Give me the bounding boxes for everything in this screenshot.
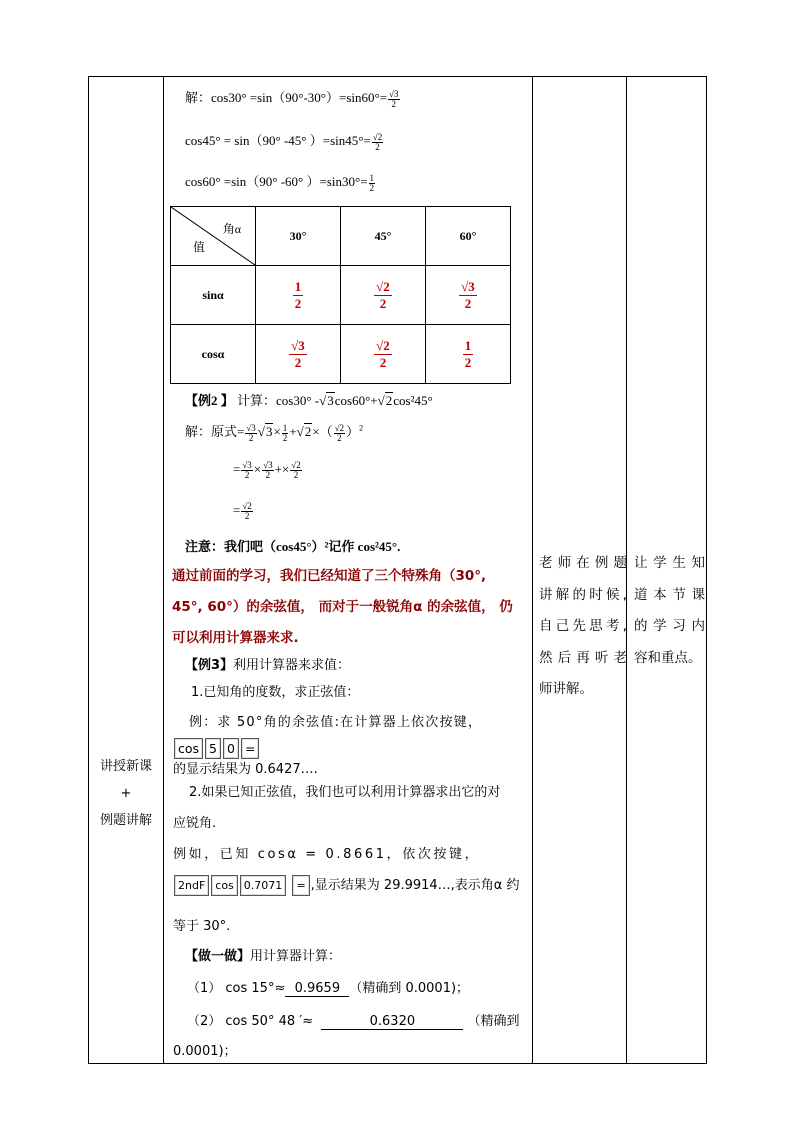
key-sequence-line bbox=[173, 874, 520, 896]
numerator: 1 bbox=[282, 422, 288, 433]
fraction bbox=[289, 338, 307, 371]
numerator: √3 bbox=[242, 460, 252, 470]
header-angle: 角α bbox=[222, 222, 241, 236]
fraction bbox=[262, 461, 273, 480]
exercise-title bbox=[185, 945, 341, 964]
value-cell bbox=[341, 325, 426, 384]
diagonal-header-cell bbox=[171, 207, 256, 266]
example-text: cos²45° bbox=[393, 393, 433, 408]
numerator: √2 bbox=[376, 278, 390, 294]
fraction bbox=[241, 461, 252, 480]
equation-text: 解：cos30° =sin（90°-30°）=sin60°= bbox=[185, 90, 388, 105]
value-cell bbox=[426, 325, 511, 384]
calculator-key: 5 bbox=[205, 738, 221, 759]
radical: √3 bbox=[319, 393, 334, 408]
fraction bbox=[293, 279, 304, 312]
denominator: 2 bbox=[293, 470, 299, 480]
key-sequence-line bbox=[173, 738, 260, 759]
row-header: sinα bbox=[171, 266, 256, 325]
column-header: 30° bbox=[256, 207, 341, 266]
example-text: cos60°+ bbox=[334, 393, 378, 408]
intent-line: 让学生知 bbox=[634, 555, 705, 571]
intent-line: 道本节课 bbox=[634, 586, 705, 603]
value-cell bbox=[341, 266, 426, 325]
example-text: ,显示结果为 29.9914…,表示角α 约 bbox=[310, 878, 520, 893]
fraction bbox=[369, 174, 376, 193]
calculator-key: cos bbox=[211, 875, 238, 896]
denominator: 2 bbox=[379, 295, 387, 311]
example-label: 【例3】 bbox=[185, 658, 234, 673]
fraction bbox=[290, 461, 301, 480]
fraction bbox=[245, 424, 256, 443]
example2-question bbox=[185, 390, 433, 409]
numerator: √3 bbox=[461, 278, 475, 294]
numerator: √3 bbox=[246, 422, 256, 433]
equation-text: cos45° = sin（90° -45° ）=sin45°= bbox=[185, 133, 371, 148]
example-label: 【例2 】 bbox=[185, 393, 234, 408]
fraction bbox=[282, 424, 289, 443]
calculator-key: 2ndF bbox=[174, 875, 209, 896]
answer-blank: 0.9659 bbox=[285, 981, 349, 997]
question-text: （2） cos 50° 48 ′≈ bbox=[187, 1014, 314, 1029]
exercise-text: 用计算器计算： bbox=[250, 949, 342, 964]
fraction bbox=[388, 90, 399, 109]
example2-solution: 解：原式= $\frac{√3}{2}$ √3× $\frac{1}{2}$ +√2×（ $\frac{√2}{2}$ ）$^2$ bbox=[185, 422, 364, 443]
denominator: 2 bbox=[464, 354, 472, 370]
activity-line: 然后再听老 bbox=[539, 649, 627, 666]
intent-line: 容和重点。 bbox=[634, 649, 702, 666]
numerator: √3 bbox=[291, 337, 305, 353]
numerator: √2 bbox=[334, 422, 345, 433]
example2-result: = $\frac{√2}{2}$ bbox=[233, 501, 252, 521]
stage-line: + bbox=[120, 786, 132, 801]
example3-step: 应锐角. bbox=[173, 816, 217, 831]
activity-line: 师讲解。 bbox=[539, 681, 593, 697]
denominator: 2 bbox=[282, 432, 288, 443]
denominator: 2 bbox=[294, 295, 302, 311]
activity-line: 老师在例题 bbox=[539, 555, 627, 571]
numerator: √2 bbox=[376, 337, 390, 353]
numerator: √2 bbox=[291, 460, 301, 470]
numerator: √3 bbox=[263, 460, 273, 470]
calculator-key: cos bbox=[174, 738, 203, 759]
exercise-question: 0.0001)； bbox=[173, 1044, 237, 1059]
activity-line: 自己先思考, bbox=[539, 618, 627, 634]
red-paragraph-line: 通过前面的学习，我们已经知道了三个特殊角（30°, bbox=[172, 568, 487, 584]
example3-step: 2.如果已知正弦值，我们也可以利用计算器求出它的对 bbox=[189, 785, 501, 800]
denominator: 2 bbox=[464, 295, 472, 311]
denominator: 2 bbox=[379, 354, 387, 370]
exercise-question bbox=[187, 1010, 520, 1030]
denominator: 2 bbox=[248, 432, 254, 443]
trig-values-table bbox=[170, 206, 511, 384]
example2-step: = $\frac{√3}{2}$ × $\frac{√3}{2}$ +× $\frac{√2}{2}$ bbox=[233, 460, 301, 480]
fraction bbox=[374, 338, 392, 371]
column-divider bbox=[532, 77, 533, 1063]
solution-line bbox=[185, 130, 384, 152]
calculator-key: = bbox=[241, 738, 259, 759]
answer-blank: 0.6320 bbox=[321, 1014, 463, 1030]
denominator: 2 bbox=[244, 470, 250, 480]
red-paragraph-line: 可以利用计算器来求. bbox=[172, 630, 299, 646]
note-text: 注意：我们吧（cos45°）²记作 cos²45°. bbox=[185, 539, 401, 554]
example3-step: 的显示结果为 0.6427…. bbox=[173, 762, 318, 777]
intent-line: 的学习内 bbox=[634, 618, 705, 634]
numerator: √2 bbox=[242, 501, 252, 511]
exercise-question bbox=[187, 977, 469, 997]
radical: √2 bbox=[296, 424, 312, 439]
question-text: （1） cos 15°≈ bbox=[187, 981, 286, 996]
question-text: （精确到 0.0001)； bbox=[349, 981, 470, 996]
calculator-key: = bbox=[292, 875, 309, 896]
red-paragraph-line: 45°, 60°）的余弦值， 而对于一般锐角α 的余弦值， 仍 bbox=[172, 599, 513, 615]
fraction bbox=[241, 502, 252, 521]
example3-title bbox=[185, 654, 350, 673]
fraction bbox=[459, 279, 477, 312]
diagonal-line bbox=[171, 207, 255, 265]
column-header: 45° bbox=[341, 207, 426, 266]
numerator: 1 bbox=[369, 172, 375, 183]
numerator: √2 bbox=[372, 131, 383, 142]
activity-line: 讲解的时候, bbox=[539, 586, 627, 603]
denominator: 2 bbox=[265, 470, 271, 480]
radical: √2 bbox=[377, 393, 393, 408]
denominator: 2 bbox=[369, 182, 375, 193]
denominator: 2 bbox=[375, 141, 380, 152]
fraction bbox=[463, 338, 474, 371]
example3-step: 等于 30°. bbox=[173, 919, 231, 934]
solution-line bbox=[185, 87, 401, 109]
numerator: √3 bbox=[389, 88, 399, 99]
column-divider bbox=[163, 77, 164, 1063]
example3-step: 例如，已知 cosα = 0.8661，依次按键， bbox=[173, 847, 481, 862]
exercise-label: 【做一做】 bbox=[185, 949, 251, 964]
numerator: 1 bbox=[294, 278, 302, 294]
equation-text: cos60° =sin（90° -60° ）=sin30°= bbox=[185, 174, 368, 189]
value-cell bbox=[256, 325, 341, 384]
fraction bbox=[334, 424, 345, 443]
solution-text: 解：原式= bbox=[185, 424, 245, 439]
example-text: 利用计算器来求值： bbox=[233, 658, 351, 673]
example3-step: 1.已知角的度数，求正弦值： bbox=[191, 685, 360, 700]
student-activity bbox=[539, 548, 627, 706]
example3-step: 例：求 50°角的余弦值:在计算器上依次按键， bbox=[189, 715, 483, 730]
radical: √3 bbox=[257, 424, 273, 439]
denominator: 2 bbox=[294, 354, 302, 370]
calculator-key: 0 bbox=[223, 738, 239, 759]
fraction bbox=[372, 133, 383, 152]
value-cell bbox=[256, 266, 341, 325]
numerator: 1 bbox=[464, 337, 472, 353]
header-value: 值 bbox=[193, 240, 206, 254]
denominator: 2 bbox=[391, 98, 397, 109]
lesson-table bbox=[88, 76, 707, 1064]
denominator: 2 bbox=[244, 511, 250, 521]
solution-line bbox=[185, 171, 376, 193]
fraction bbox=[374, 279, 392, 312]
stage-label bbox=[89, 753, 163, 834]
calculator-key: 0.7071 bbox=[240, 875, 287, 896]
example-text: 计算：cos30° - bbox=[237, 393, 320, 408]
question-text: （精确到 bbox=[467, 1014, 520, 1029]
denominator: 2 bbox=[337, 432, 342, 443]
column-header: 60° bbox=[426, 207, 511, 266]
row-header: cosα bbox=[171, 325, 256, 384]
stage-line: 讲授新课 bbox=[99, 759, 152, 774]
design-intent bbox=[634, 548, 705, 674]
value-cell bbox=[426, 266, 511, 325]
stage-line: 例题讲解 bbox=[99, 813, 152, 828]
